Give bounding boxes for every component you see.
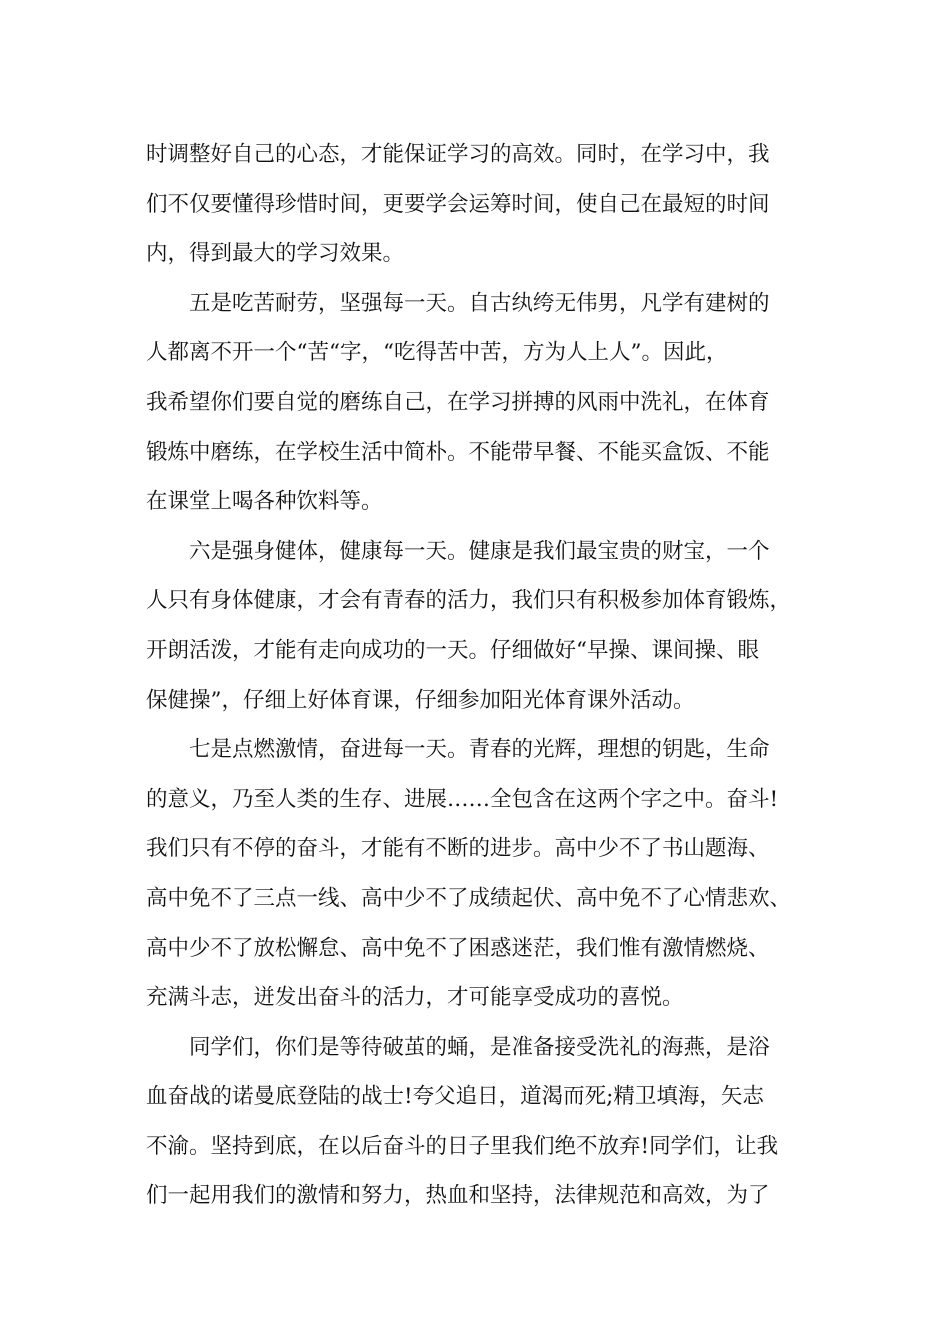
text-line: 锻炼中磨练，在学校生活中简朴。不能带早餐、不能买盒饭、不能 [146, 439, 770, 465]
text-line: 人都离不开一个“苦“字，“吃得苦中苦，方为人上人”。因此， [146, 340, 728, 366]
text-line: 我们只有不停的奋斗，才能有不断的进步。高中少不了书山题海、 [146, 836, 770, 862]
paragraph-first-line: 七是点燃激情，奋进每一天。青春的光辉，理想的钥匙，生命 [189, 737, 770, 763]
text-line: 时调整好自己的心态，才能保证学习的高效。同时，在学习中，我 [146, 142, 770, 167]
text-line: 们不仅要懂得珍惜时间，更要学会运筹时间，使自己在最短的时间 [146, 191, 770, 217]
text-line: 不渝。坚持到底，在以后奋斗的日子里我们绝不放弃!同学们，让我 [146, 1133, 779, 1159]
text-line: 保健操”，仔细上好体育课，仔细参加阳光体育课外活动。 [146, 687, 695, 713]
text-line: 在课堂上喝各种饮料等。 [146, 489, 383, 515]
paragraph-first-line: 六是强身健体，健康每一天。健康是我们最宝贵的财宝，一个 [189, 538, 770, 564]
text-line: 充满斗志，迸发出奋斗的活力，才可能享受成功的喜悦。 [146, 985, 684, 1011]
text-line: 人只有身体健康，才会有青春的活力，我们只有积极参加体育锻炼， [146, 588, 792, 614]
text-line: 的意义，乃至人类的生存、进展……全包含在这两个字之中。奋斗! [146, 786, 779, 812]
text-line: 内，得到最大的学习效果。 [146, 241, 405, 267]
paragraph-first-line: 同学们，你们是等待破茧的蛹，是准备接受洗礼的海燕，是浴 [189, 1034, 770, 1060]
paragraph-first-line: 五是吃苦耐劳，坚强每一天。自古纨绔无伟男，凡学有建树的 [189, 290, 770, 316]
document-body [146, 130, 826, 1221]
text-line: 高中少不了放松懈怠、高中免不了困惑迷茫，我们惟有激情燃烧、 [146, 935, 770, 961]
text-line: 们一起用我们的激情和努力，热血和坚持，法律规范和高效，为了 [146, 1183, 770, 1209]
text-line: 高中免不了三点一线、高中少不了成绩起伏、高中免不了心情悲欢、 [146, 885, 792, 911]
text-line: 血奋战的诺曼底登陆的战士!夸父追日，道渴而死;精卫填海，矢志 [146, 1084, 764, 1110]
text-line: 开朗活泼，才能有走向成功的一天。仔细做好“早操、课间操、眼 [146, 637, 759, 663]
text-line: 我希望你们要自觉的磨练自己，在学习拼搏的风雨中洗礼，在体育 [146, 389, 770, 415]
